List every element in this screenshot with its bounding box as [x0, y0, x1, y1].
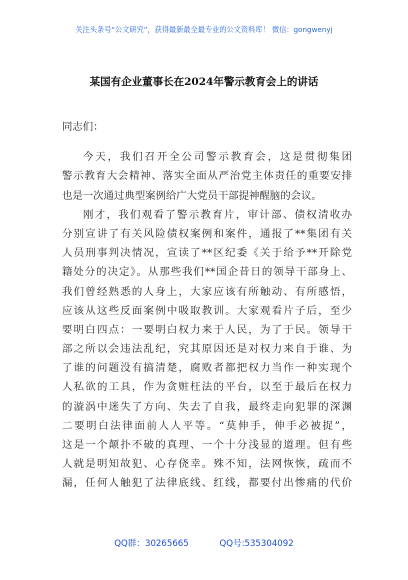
- body-line: 人就是明知故犯、心存侥幸。殊不知，法网恢恢，疏而不: [62, 458, 352, 471]
- body-line: 分别宣讲了有关风险债权案例和案件，通报了**集团有关: [62, 227, 352, 240]
- body-lines: [62, 148, 352, 493]
- paragraph-gap: [62, 137, 352, 148]
- footer-qq-number: QQ号:535304092: [219, 539, 294, 549]
- document-body: [62, 118, 352, 494]
- body-line: 部之所以会违法乱纪，究其原因还是对权力来自于谁、为: [62, 343, 352, 356]
- body-line: 人员刑事判决情况，宣读了**区纪委《关于给予**开除党: [62, 247, 352, 260]
- header-banner: 关注头条号“公文研究”，获得最新最全最专业的公文资料库！ 微信：gongwenyj: [75, 25, 333, 34]
- body-line: 刚才，我们观看了警示教育片，审计部、债权清收办: [83, 208, 352, 221]
- body-line: 今天，我们召开全公司警示教育会，这是贯彻集团: [83, 151, 352, 164]
- body-line: 也是一次通过典型案例给广大党员干部提神醒脑的会议。: [62, 189, 322, 202]
- footer-qq-group: QQ群：30265665: [114, 539, 189, 549]
- body-line: 人私欲的工具，作为贪赃枉法的平台，以至于最后在权力: [62, 381, 352, 394]
- body-line: 要明白四点：一要明白权力来于人民，为了于民。领导干: [62, 323, 352, 336]
- body-line: 的漩涡中迷失了方向、失去了自我，最终走向犯罪的深渊: [62, 400, 352, 413]
- body-line: 了谁的问题没有搞清楚，腐败者都把权力当作一种实现个: [62, 362, 352, 375]
- document-title: 某国有企业董事长在2024年警示教育会上的讲话: [89, 76, 319, 88]
- body-line: 这是一个颠扑不破的真理、一个十分浅显的道理。但有些: [62, 439, 352, 451]
- body-line: 二要明白法律面前人人平等。“莫伸手，伸手必被捉”，: [62, 419, 352, 432]
- salutation: 同志们：: [62, 121, 104, 133]
- body-line: 应该从这些反面案例中吸取教训。大家观看片子后，至少: [62, 304, 352, 317]
- body-line: 警示教育大会精神、落实全面从严治党主体责任的重要安排: [62, 170, 352, 183]
- footer-contact: [0, 537, 408, 549]
- body-line: 我们曾经熟悉的人身上，大家应该有所触动、有所感悟，: [62, 285, 352, 298]
- body-line: 籍处分的决定》。从那些我们**国企昔日的领导干部身上、: [62, 266, 352, 279]
- body-line: 漏，任何人触犯了法律底线、红线，都要付出惨痛的代价: [62, 477, 352, 490]
